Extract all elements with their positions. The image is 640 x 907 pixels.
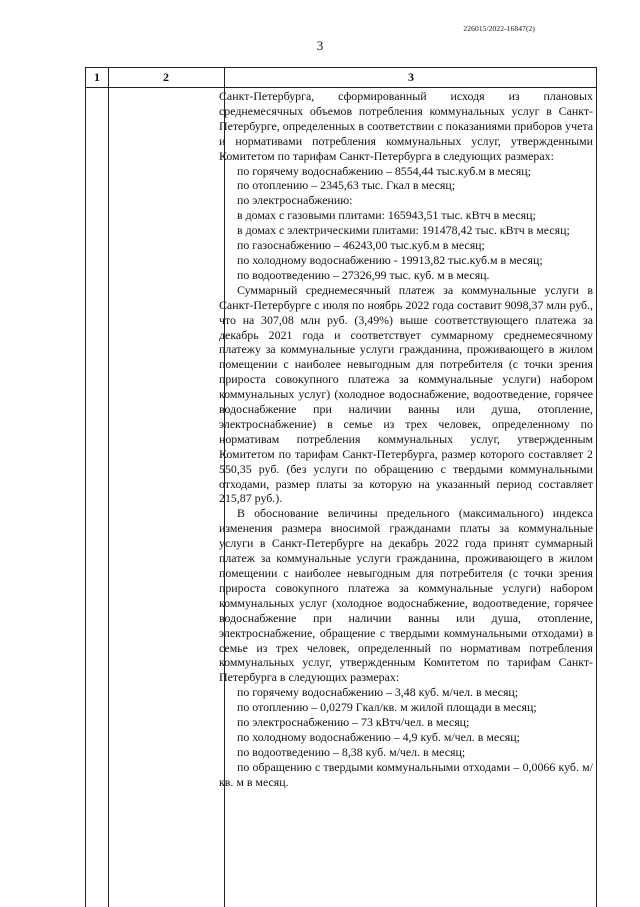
list-item: по электроснабжению – 73 кВтч/чел. в месяц; <box>237 715 470 730</box>
list-item: по горячему водоснабжению – 3,48 куб. м/чел. в месяц; <box>237 685 519 700</box>
page-number: 3 <box>316 38 324 53</box>
list-item: по отоплению – 0,0279 Гкал/кв. м жилой площади в месяц; <box>237 700 537 715</box>
column-header-1: 1 <box>94 70 100 84</box>
header-divider <box>86 87 596 88</box>
document-id: 226015/2022-16847(2) <box>463 24 535 33</box>
list-item: по холодному водоснабжению – 4,9 куб. м/чел. в месяц; <box>237 729 520 744</box>
column-header-3: 3 <box>408 70 414 84</box>
list-item: по горячему водоснабжению – 8554,44 тыс.куб.м в месяц; <box>237 163 531 178</box>
column-divider <box>108 67 109 907</box>
list-item: по водоотведению – 8,38 куб. м/чел. в месяц; <box>237 744 466 759</box>
column-header-2: 2 <box>163 70 169 84</box>
list-item: по водоотведению – 27326,99 тыс. куб. м в месяц. <box>237 267 490 282</box>
paragraph: В обоснование величины предельного (максимального) индекса изменения размера вносимой гражданами платы за коммунальные услуги в Санкт-Петербурге на декабрь 2022 года принят суммарный платеж за коммунальные услуги гражданина, проживающего в жилом помещении с наиболее невыгодным для потребителя (с точки зрения прироста совокупного платежа за коммунальные услуги) набором коммунальных услуг (холодное водоснабжение, водоотведение, горячее водоснабжение при наличии ванны или душа, отопление, электроснабжение, обращение с твердыми коммунальными отходами) в семье из трех человек, определенный по нормативам потребления коммунальных услуг, утвержденным Комитетом по тарифам Санкт-Петербурга в следующих размерах: <box>219 506 593 685</box>
list-item: в домах с электрическими плитами: 191478,42 тыс. кВтч в месяц; <box>237 223 570 238</box>
list-item: по электроснабжению: <box>237 193 353 208</box>
list-item: по обращению с твердыми коммунальными отходами – 0,0066 куб. м/кв. м в месяц. <box>219 759 593 789</box>
column-3-text <box>219 89 593 790</box>
list-item: по газоснабжению – 46243,00 тыс.куб.м в месяц; <box>237 238 485 253</box>
list-item: в домах с газовыми плитами: 165943,51 тыс. кВтч в месяц; <box>237 208 536 223</box>
paragraph: Санкт-Петербурга, сформированный исходя из плановых среднемесячных объемов потребления коммунальных услуг в Санкт-Петербурге, определенных в соответствии с показаниями приборов учета и нормативами потребления коммунальных услуг, утвержденными Комитетом по тарифам Санкт-Петербурга в следующих размерах: <box>219 89 593 163</box>
list-item: по холодному водоснабжению - 19913,82 тыс.куб.м в месяц; <box>237 252 543 267</box>
paragraph: Суммарный среднемесячный платеж за коммунальные услуги в Санкт-Петербурге с июля по ноябрь 2022 года составит 9098,37 млн руб., что на 307,08 млн руб. (3,49%) выше соответствующего платежа за декабрь 2021 года и соответствует суммарному среднемесячному платежу за коммунальные услуги гражданина, проживающего в жилом помещении с наиболее невыгодным для потребителя (с точки зрения прироста совокупного платежа за коммунальные услуги) набором коммунальных услуг) (холодное водоснабжение, водоотведение, горячее водоснабжение при наличии ванны или душа, отопление, электроснабжение) в семье из трех человек, определенному по нормативам потребления коммунальных услуг, утвержденным Комитетом по тарифам Санкт-Петербурга, размер которого составляет 2 550,35 руб. (без услуги по обращению с твердыми коммунальными отходами, размер платы за которую на указанный период составляет 215,87 руб.). <box>219 282 593 506</box>
list-item: по отоплению – 2345,63 тыс. Гкал в месяц; <box>237 178 456 193</box>
